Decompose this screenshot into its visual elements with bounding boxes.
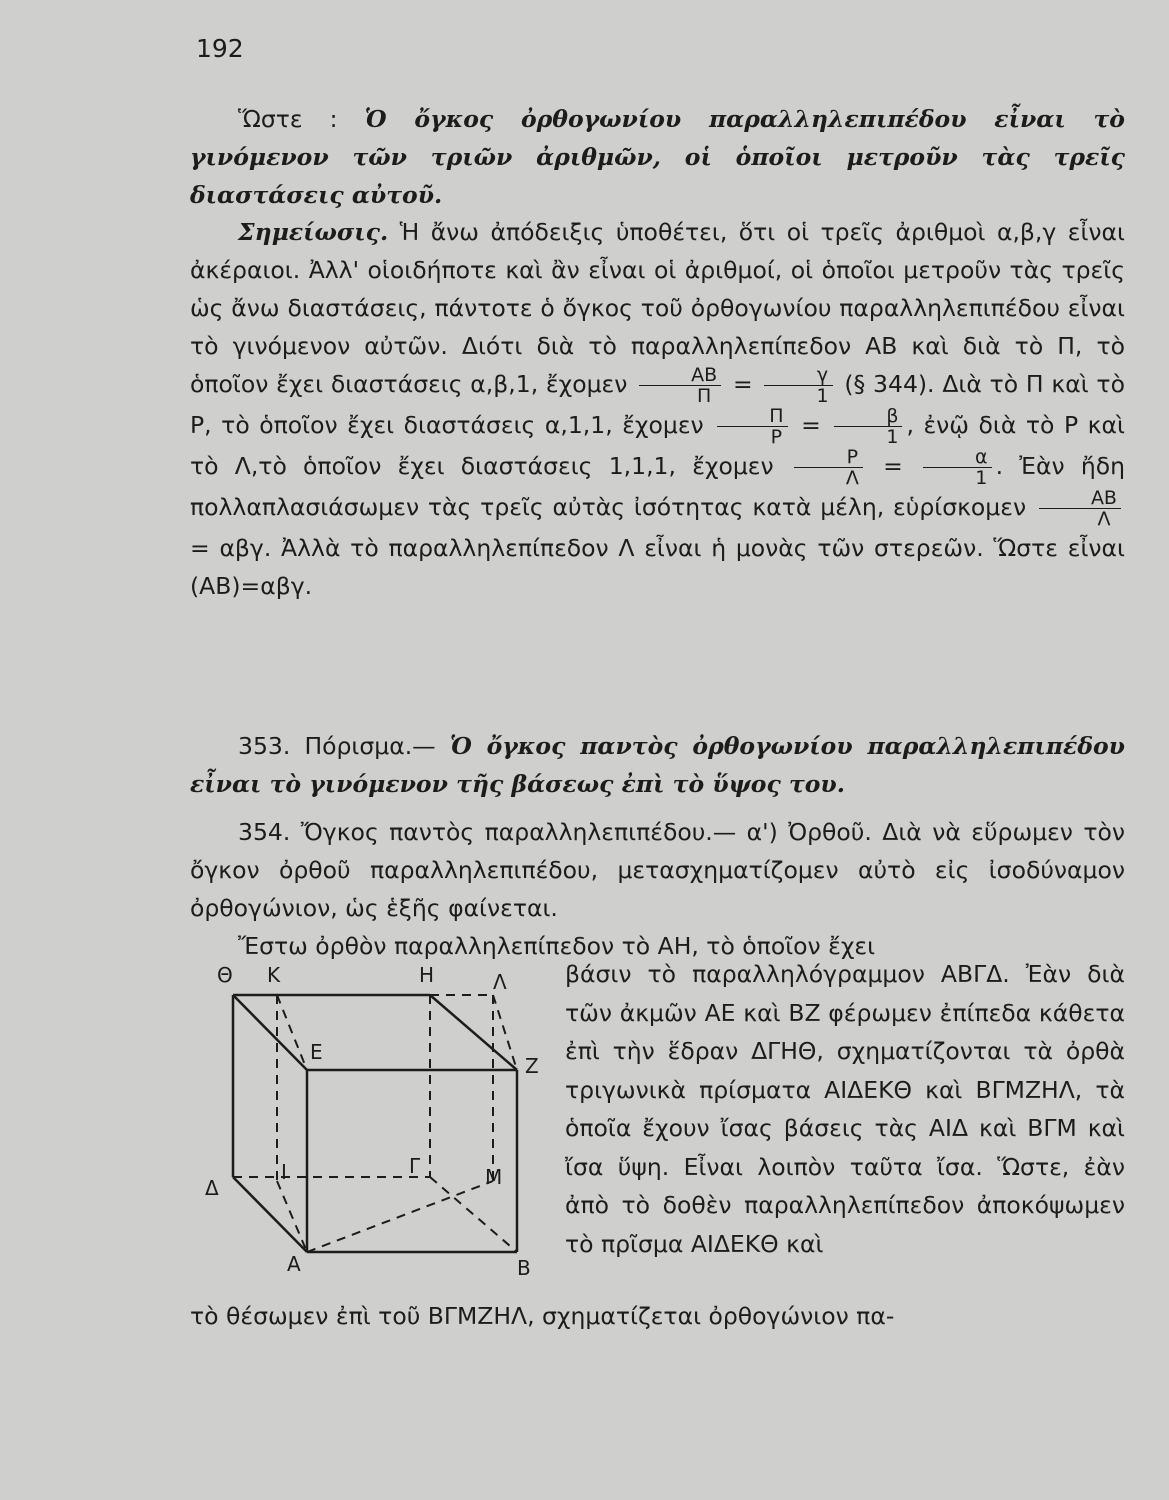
fraction-denominator: 1 (886, 426, 899, 448)
remark-text-5: = αβγ. Ἀλλὰ τὸ παραλληλεπίπεδον Λ εἶναι ἡ μονὰς τῶν στερεῶν. Ὥστε εἶναι (ΑΒ)=αβγ. (190, 534, 1125, 600)
section-text-2: Ἔστω ὀρθὸν παραλληλεπίπεδον τὸ ΑΗ, τὸ ὁποῖον ἔχει (238, 932, 876, 960)
equals-sign: = (801, 411, 821, 439)
remark-label: Σημείωσις. (238, 218, 389, 246)
figure-side-text (565, 955, 1125, 1263)
conclusion-lead: Ὥστε : (238, 105, 338, 133)
edge-delta-a (233, 1177, 307, 1252)
label-h: Η (419, 963, 435, 987)
edge-h-z (430, 995, 517, 1070)
label-delta: Δ (205, 1176, 219, 1200)
edge-k-e (277, 995, 307, 1070)
fraction-numerator: β (834, 406, 902, 427)
section-354 (190, 813, 1125, 965)
corollary-statement: Ὁ ὄγκος παντὸς ὀρθογωνίου παραλληλεπιπέδου εἶναι τὸ γινόμενον τῆς βάσεως ἐπὶ τὸ ὕψος του. (190, 732, 1125, 798)
fraction-numerator: α (923, 447, 992, 468)
remark-text-3: , ἐνῷ διὰ τὸ Ρ καὶ τὸ Λ,τὸ ὁποῖον ἔχει διαστάσεις 1,1,1, ἔχομεν (190, 411, 1125, 480)
section-number: 353. (238, 732, 291, 760)
fraction-gamma-1 (764, 365, 832, 406)
fraction-numerator: Π (717, 406, 787, 427)
page-number: 192 (196, 34, 244, 63)
equals-sign: = (732, 370, 753, 398)
final-line: τὸ θέσωμεν ἐπὶ τοῦ ΒΓΜΖΗΛ, σχηματίζεται ὀρθογώνιον πα- (190, 1302, 895, 1330)
section-title: Ὄγκος παντὸς παραλληλεπιπέδου.— α') Ὀρθοῦ. (300, 818, 872, 846)
fraction-numerator: ΑΒ (639, 365, 721, 386)
edge-i-a (277, 1181, 307, 1252)
fraction-denominator: Λ (845, 467, 859, 489)
remark-paragraph (190, 213, 1125, 605)
edge-theta-e (233, 995, 307, 1070)
section-text: Διὰ νὰ εὕρωμεν τὸν ὄγκον ὀρθοῦ παραλληλεπιπέδου, μετασχηματίζομεν αὐτὸ εἰς ἰσοδύναμον ὀρθογώνιον, ὡς ἑξῆς φαίνεται. (190, 818, 1125, 922)
remark-text-1: Ἡ ἄνω ἀπόδειξις ὑποθέτει, ὅτι οἱ τρεῖς ἀριθμοὶ α,β,γ εἶναι ἀκέραιοι. Ἀλλ' οἱοιδήποτε καὶ ἂν εἶναι οἱ ἀριθμοί, οἱ ὁποῖοι μετροῦν τὰς τρεῖς ὡς ἄνω διαστάσεις, πάντοτε ὁ ὄγκος τοῦ ὀρθογωνίου παραλληλεπιπέδου εἶναι τὸ γινόμενον αὐτῶν. Διότι διὰ τὸ παραλληλεπίπεδον ΑΒ καὶ διὰ τὸ Π, τὸ ὁποῖον ἔχει διαστάσεις α,β,1, ἔχομεν (190, 218, 1125, 398)
section-number: 354. (238, 818, 291, 846)
fraction-rho-lambda (794, 447, 863, 488)
fraction-numerator: ΑΒ (1039, 488, 1121, 509)
fraction-pi-rho (717, 406, 787, 447)
label-i: Ι (281, 1160, 287, 1184)
fraction-alpha-1 (923, 447, 992, 488)
fraction-ab-pi (639, 365, 721, 406)
fraction-denominator: Π (697, 385, 712, 407)
remark-text-2: Διὰ τὸ Π καὶ τὸ Ρ, τὸ ὁποῖον ἔχει διαστάσεις α,1,1, ἔχομεν (190, 370, 1125, 439)
label-z: Ζ (525, 1054, 539, 1078)
section-reference: (§ 344). (844, 370, 935, 398)
label-a: Α (287, 1252, 301, 1276)
label-e: Ε (310, 1040, 323, 1064)
theorem-statement: Ὁ ὄγκος ὀρθογωνίου παραλληλεπιπέδου εἶναι τὸ γινόμενον τῶν τριῶν ἀριθμῶν, οἱ ὁποῖοι μετροῦν τὰς τρεῖς διαστάσεις αὐτοῦ. (190, 105, 1125, 209)
label-theta: Θ (217, 963, 233, 987)
label-lambda: Λ (493, 970, 507, 994)
fraction-numerator: Ρ (794, 447, 863, 468)
label-m: Μ (485, 1165, 503, 1189)
equals-sign: = (883, 452, 903, 480)
label-b: Β (517, 1256, 531, 1280)
fraction-denominator: Λ (1097, 508, 1111, 530)
parallelepiped-figure (195, 955, 540, 1285)
edge-a-m (307, 1181, 493, 1252)
fraction-numerator: γ (764, 365, 832, 386)
conclusion-paragraph (190, 100, 1125, 214)
label-k: Κ (267, 963, 281, 987)
fraction-ab-lambda (1039, 488, 1121, 529)
side-paragraph: βάσιν τὸ παραλληλόγραμμον ΑΒΓΔ. Ἐὰν διὰ τῶν ἀκμῶν ΑΕ καὶ ΒΖ φέρωμεν ἐπίπεδα κάθετα ἐπὶ τὴν ἕδραν ΔΓΗΘ, σχηματίζονται τὰ ὀρθὰ τριγωνικὰ πρίσματα ΑΙΔΕΚΘ καὶ ΒΓΜΖΗΛ, τὰ ὁποῖα ἔχουν ἴσας βάσεις τὰς ΑΙΔ καὶ ΒΓΜ καὶ ἴσα ὕψη. Εἶναι λοιπὸν ταῦτα ἴσα. Ὥστε, ἐὰν ἀπὸ τὸ δοθὲν παραλληλεπίπεδον ἀποκόψωμεν τὸ πρῖσμα ΑΙΔΕΚΘ καὶ (565, 960, 1125, 1258)
fraction-denominator: Ρ (770, 426, 783, 448)
fraction-denominator: 1 (975, 467, 988, 489)
section-title: Πόρισμα.— (304, 732, 436, 760)
fraction-denominator: 1 (816, 385, 829, 407)
fraction-beta-1 (834, 406, 902, 447)
corollary-353 (190, 727, 1125, 803)
remark-text-4: . Ἐὰν ἤδη πολλαπλασιάσωμεν τὰς τρεῖς αὐτὰς ἰσότητας κατὰ μέλη, εὑρίσκομεν (190, 452, 1125, 521)
label-gamma: Γ (409, 1154, 421, 1178)
